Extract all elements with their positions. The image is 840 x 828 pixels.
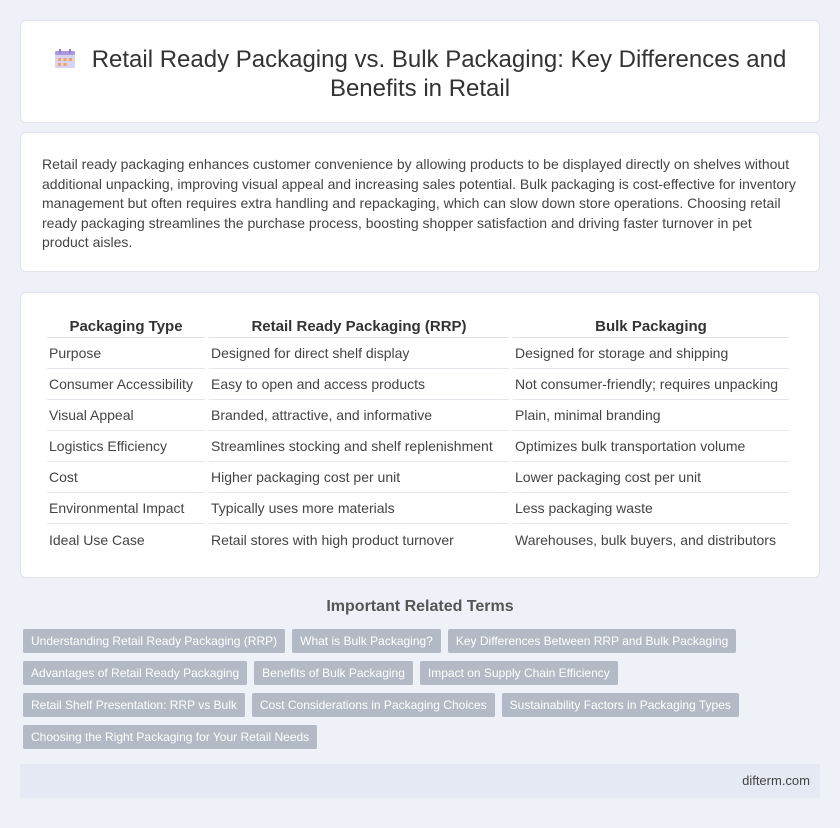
page-title — [51, 45, 789, 103]
rrp-cell: Easy to open and access products — [209, 369, 509, 400]
intro-paragraph: Retail ready packaging enhances customer convenience by allowing products to be displayed directly on shelves without additional unpacking, improving visual appeal and increasing sales potential. Bulk packaging is cost-effective for inventory management but often requires extra handling and repackaging, which can slow down store operations. Choosing retail ready packaging streamlines the purchase process, boosting shopper satisfaction and driving faster turnover in pet product aisles. — [42, 156, 796, 250]
bulk-cell: Less packaging waste — [513, 493, 789, 524]
footer — [20, 764, 820, 798]
table-row — [47, 493, 789, 524]
rrp-cell: Higher packaging cost per unit — [209, 462, 509, 493]
header-packaging-type: Packaging Type — [47, 315, 205, 338]
rrp-cell: Designed for direct shelf display — [209, 338, 509, 369]
rrp-cell: Retail stores with high product turnover — [211, 531, 454, 548]
footer-site: difterm.com — [742, 773, 810, 788]
title-wrap — [51, 45, 789, 103]
rrp-cell: Branded, attractive, and informative — [209, 400, 509, 431]
related-terms-heading: Important Related Terms — [326, 598, 514, 615]
tag-benefits-bulk[interactable]: Benefits of Bulk Packaging — [254, 661, 413, 685]
row-label: Consumer Accessibility — [47, 369, 205, 400]
tag-row — [23, 693, 823, 725]
bulk-cell: Plain, minimal branding — [513, 400, 789, 431]
tag-key-differences[interactable]: Key Differences Between RRP and Bulk Packaging — [448, 629, 736, 653]
tag-row — [23, 629, 823, 661]
table-row — [47, 431, 789, 462]
bulk-cell: Optimizes bulk transportation volume — [513, 431, 789, 462]
comparison-table-card — [20, 292, 820, 578]
tag-choosing-packaging[interactable]: Choosing the Right Packaging for Your Retail Needs — [23, 725, 317, 749]
row-label: Ideal Use Case — [49, 531, 145, 548]
tag-sustainability[interactable]: Sustainability Factors in Packaging Types — [502, 693, 739, 717]
row-label: Cost — [47, 462, 205, 493]
table-row — [47, 338, 789, 369]
rrp-cell: Typically uses more materials — [209, 493, 509, 524]
table-row — [47, 369, 789, 400]
row-label: Logistics Efficiency — [47, 431, 205, 462]
bulk-cell: Not consumer-friendly; requires unpacking — [513, 369, 789, 400]
tag-advantages-rrp[interactable]: Advantages of Retail Ready Packaging — [23, 661, 247, 685]
table-row — [47, 400, 789, 431]
row-label: Environmental Impact — [47, 493, 205, 524]
tag-what-is-bulk-packaging[interactable]: What is Bulk Packaging? — [292, 629, 441, 653]
row-label: Visual Appeal — [47, 400, 205, 431]
table-header-row — [47, 315, 789, 338]
tag-understanding-rrp[interactable]: Understanding Retail Ready Packaging (RRP) — [23, 629, 285, 653]
bulk-cell: Lower packaging cost per unit — [513, 462, 789, 493]
bulk-cell: Warehouses, bulk buyers, and distributors — [515, 531, 776, 548]
tag-row — [23, 725, 823, 757]
header-card — [20, 20, 820, 123]
table-row — [47, 462, 789, 493]
rrp-cell: Streamlines stocking and shelf replenishment — [209, 431, 509, 462]
calendar-grid-icon — [54, 49, 76, 69]
tag-row — [23, 661, 823, 693]
header-bulk: Bulk Packaging — [513, 315, 789, 338]
table-row — [47, 524, 789, 555]
tag-supply-chain[interactable]: Impact on Supply Chain Efficiency — [420, 661, 618, 685]
page-title-text: Retail Ready Packaging vs. Bulk Packaging: Key Differences and Benefits in Retail — [91, 46, 787, 102]
bulk-cell: Designed for storage and shipping — [513, 338, 789, 369]
comparison-table — [43, 315, 793, 555]
row-label: Purpose — [47, 338, 205, 369]
related-terms-tags — [23, 629, 823, 757]
tag-shelf-presentation[interactable]: Retail Shelf Presentation: RRP vs Bulk — [23, 693, 245, 717]
header-rrp: Retail Ready Packaging (RRP) — [209, 315, 509, 338]
intro-card — [20, 132, 820, 272]
tag-cost-considerations[interactable]: Cost Considerations in Packaging Choices — [252, 693, 495, 717]
